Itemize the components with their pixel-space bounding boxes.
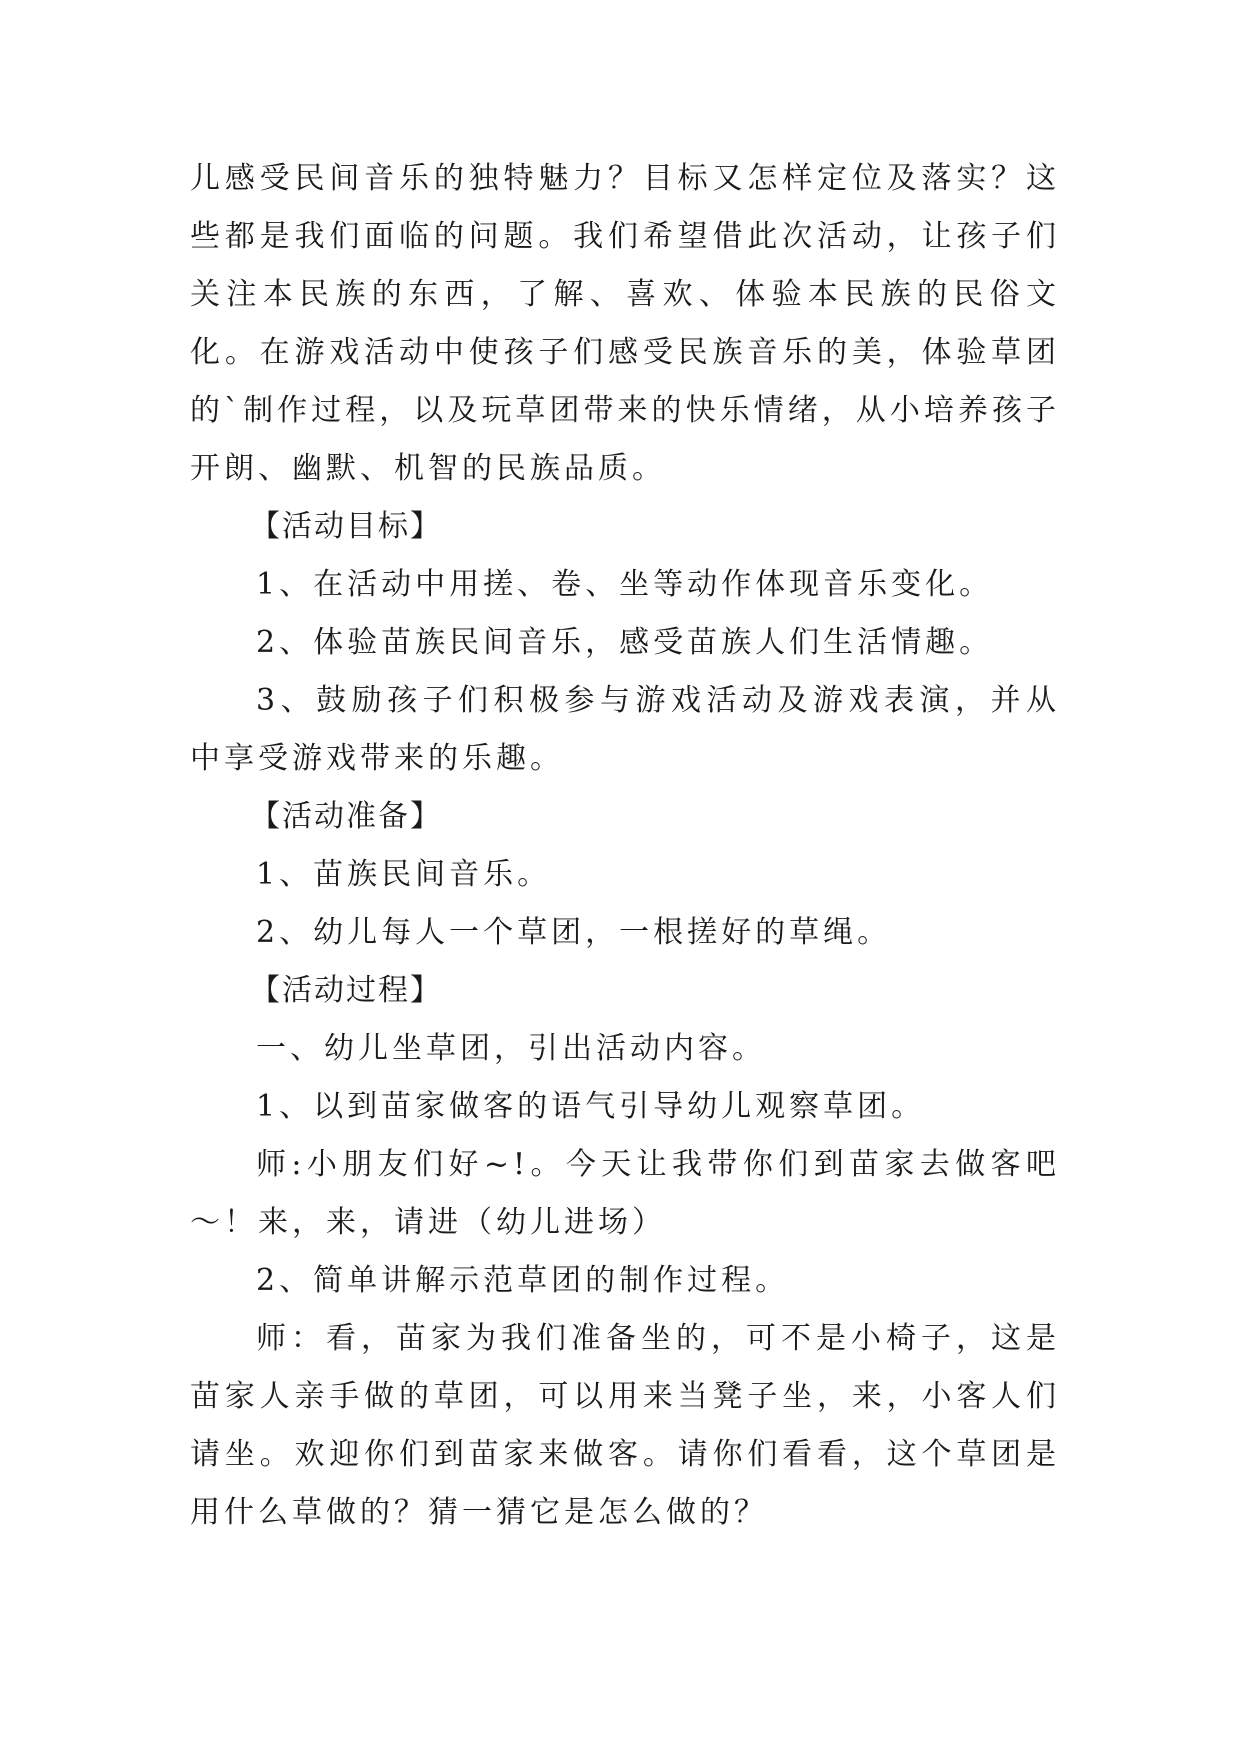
body-paragraph: 儿感受民间音乐的独特魅力？目标又怎样定位及落实？这些都是我们面临的问题。我们希望借此次活动，让孩子们关注本民族的东西，了解、喜欢、体验本民族的民俗文化。在游戏活动中使孩子们感受民族音乐的美，体验草团的`制作过程，以及玩草团带来的快乐情绪，从小培养孩子开朗、幽默、机智的民族品质。 <box>190 161 1060 486</box>
process-substep-2: 2、简单讲解示范草团的制作过程。 <box>256 1263 790 1298</box>
document-page <box>190 150 1060 1542</box>
preparation-item-2: 2、幼儿每人一个草团，一根搓好的草绳。 <box>256 915 892 950</box>
section-heading-goals: 【活动目标】 <box>250 509 442 544</box>
teacher-dialogue-2: 师：看，苗家为我们准备坐的，可不是小椅子，这是苗家人亲手做的草团，可以用来当凳子坐，来，小客人们请坐。欢迎你们到苗家来做客。请你们看看，这个草团是用什么草做的？猜一猜它是怎么做的？ <box>190 1321 1060 1530</box>
process-step-1: 一、幼儿坐草团，引出活动内容。 <box>256 1031 766 1066</box>
teacher-dialogue-1: 师:小朋友们好~!。今天让我带你们到苗家去做客吧～！来，来，请进（幼儿进场） <box>190 1147 1060 1240</box>
preparation-item-1: 1、苗族民间音乐。 <box>256 857 552 892</box>
section-heading-preparation: 【活动准备】 <box>250 799 442 834</box>
goal-item-3: 3、鼓励孩子们积极参与游戏活动及游戏表演，并从中享受游戏带来的乐趣。 <box>190 683 1060 776</box>
process-substep-1: 1、以到苗家做客的语气引导幼儿观察草团。 <box>256 1089 926 1124</box>
section-heading-process: 【活动过程】 <box>250 973 442 1008</box>
goal-item-2: 2、体验苗族民间音乐，感受苗族人们生活情趣。 <box>256 625 994 660</box>
goal-item-1: 1、在活动中用搓、卷、坐等动作体现音乐变化。 <box>256 567 994 602</box>
